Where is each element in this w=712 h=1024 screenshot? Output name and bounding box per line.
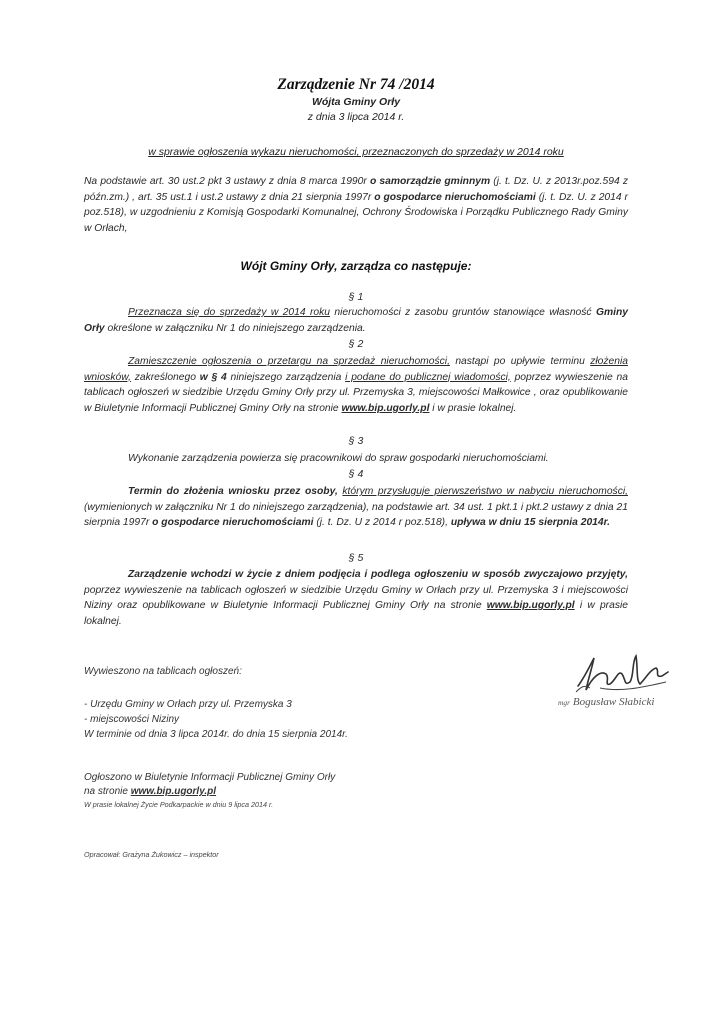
posted-line-1: - Urzędu Gminy w Orłach przy ul. Przemyska 3 [84,699,292,710]
section-4-label: § 4 [348,468,364,480]
posted-line-2: - miejscowości Niziny [84,714,180,725]
posted-line-3: W terminie od dnia 3 lipca 2014r. do dnia 15 sierpnia 2014r. [84,729,348,740]
section-5-label: § 5 [348,552,364,564]
section-4-text: Termin do złożenia wniosku przez osoby, którym przysługuje pierwszeństwo w nabyciu nieruchomości, (wymienionych w załączniku Nr 1 do niniejszego zarządzenia), na podstawie art. 34 ust. 1 pkt.1 i pkt.2 ustawy z dnia 21 sierpnia 1997r o gospodarce nieruchomościami (j. t. Dz. U z 2014 r poz.518), upływa w dniu 15 sierpnia 2014r. [84,486,628,529]
published-line-3: W prasie lokalnej Życie Podkarpackie w dniu 9 lipca 2014 r. [84,800,274,809]
section-3-text: Wykonanie zarządzenia powierza się pracownikowi do spraw gospodarki nieruchomościami. [128,453,549,464]
section-heading: Wójt Gminy Orły, zarządza co następuje: [240,259,472,273]
section-5-text: Zarządzenie wchodzi w życie z dniem podjęcia i podlega ogłoszeniu w sposób zwyczajowo przyjęty, poprzez wywieszenie na tablicach ogłoszeń w siedzibie Urzędu Gminy w Orłach przy ul. Przemyska 3 i miejscowości Niziny oraz opublikowane w Biuletynie Informacji Publicznej Gminy Orły na stronie www.bip.ugorly.pl i w prasie lokalnej. [84,569,628,627]
issue-date: z dnia 3 lipca 2014 r. [307,111,405,123]
section-2-label: § 2 [348,338,364,350]
section-3-label: § 3 [348,435,364,447]
bip-link-2[interactable]: www.bip.ugorly.pl [486,600,575,612]
prepared-by: Opracował: Grażyna Żukowicz – inspektor [84,850,219,859]
document-title: Zarządzenie Nr 74 /2014 [277,76,435,93]
subject-line: w sprawie ogłoszenia wykazu nieruchomości, przeznaczonych do sprzedaży w 2014 roku [148,146,564,158]
section-1-text: Przeznacza się do sprzedaży w 2014 roku nieruchomości z zasobu gruntów stanowiące własność Gminy Orły określone w załączniku Nr 1 do niniejszego zarządzenia. [84,307,628,334]
bip-link-3[interactable]: www.bip.ugorly.pl [130,786,217,797]
section-1-label: § 1 [348,291,364,303]
published-line-2: na stronie www.bip.ugorly.pl [84,786,217,797]
handwritten-signature [570,648,680,703]
signatory-name: mgr Bogusław Słabicki [558,696,655,708]
issuer: Wójta Gminy Orły [311,96,401,108]
posted-label: Wywieszono na tablicach ogłoszeń: [84,666,242,677]
published-line-1: Ogłoszono w Biuletynie Informacji Publicznej Gminy Orły [84,772,336,783]
legal-basis: Na podstawie art. 30 ust.2 pkt 3 ustawy z dnia 8 marca 1990r o samorządzie gminnym (j. t. Dz. U. z 2013r.poz.594 z późn.zm.) , art. 35 ust.1 i ust.2 ustawy z dnia 21 sierpnia 1997r o gospodarce nieruchomościami (j. t. Dz. U. z 2014 r poz.518), w uzgodnieniu z Komisją Gospodarki Komunalnej, Ochrony Środowiska i Porządku Publicznego Rady Gminy w Orłach, [84,176,628,234]
section-2-text: Zamieszczenie ogłoszenia o przetargu na sprzedaż nieruchomości, nastąpi po upływie terminu złożenia wniosków, zakreślonego w § 4 niniejszego zarządzenia i podane do publicznej wiadomości, poprzez wywieszenie na tablicach ogłoszeń w siedzibie Urzędu Gminy Orły przy ul. Przemyska 3, miejscowości Małkowice , oraz opublikowanie w Biuletynie Informacji Publicznej Gminy Orły na stronie www.bip.ugorly.pl i w prasie lokalnej. [84,356,629,414]
bip-link[interactable]: www.bip.ugorly.pl [341,402,430,414]
